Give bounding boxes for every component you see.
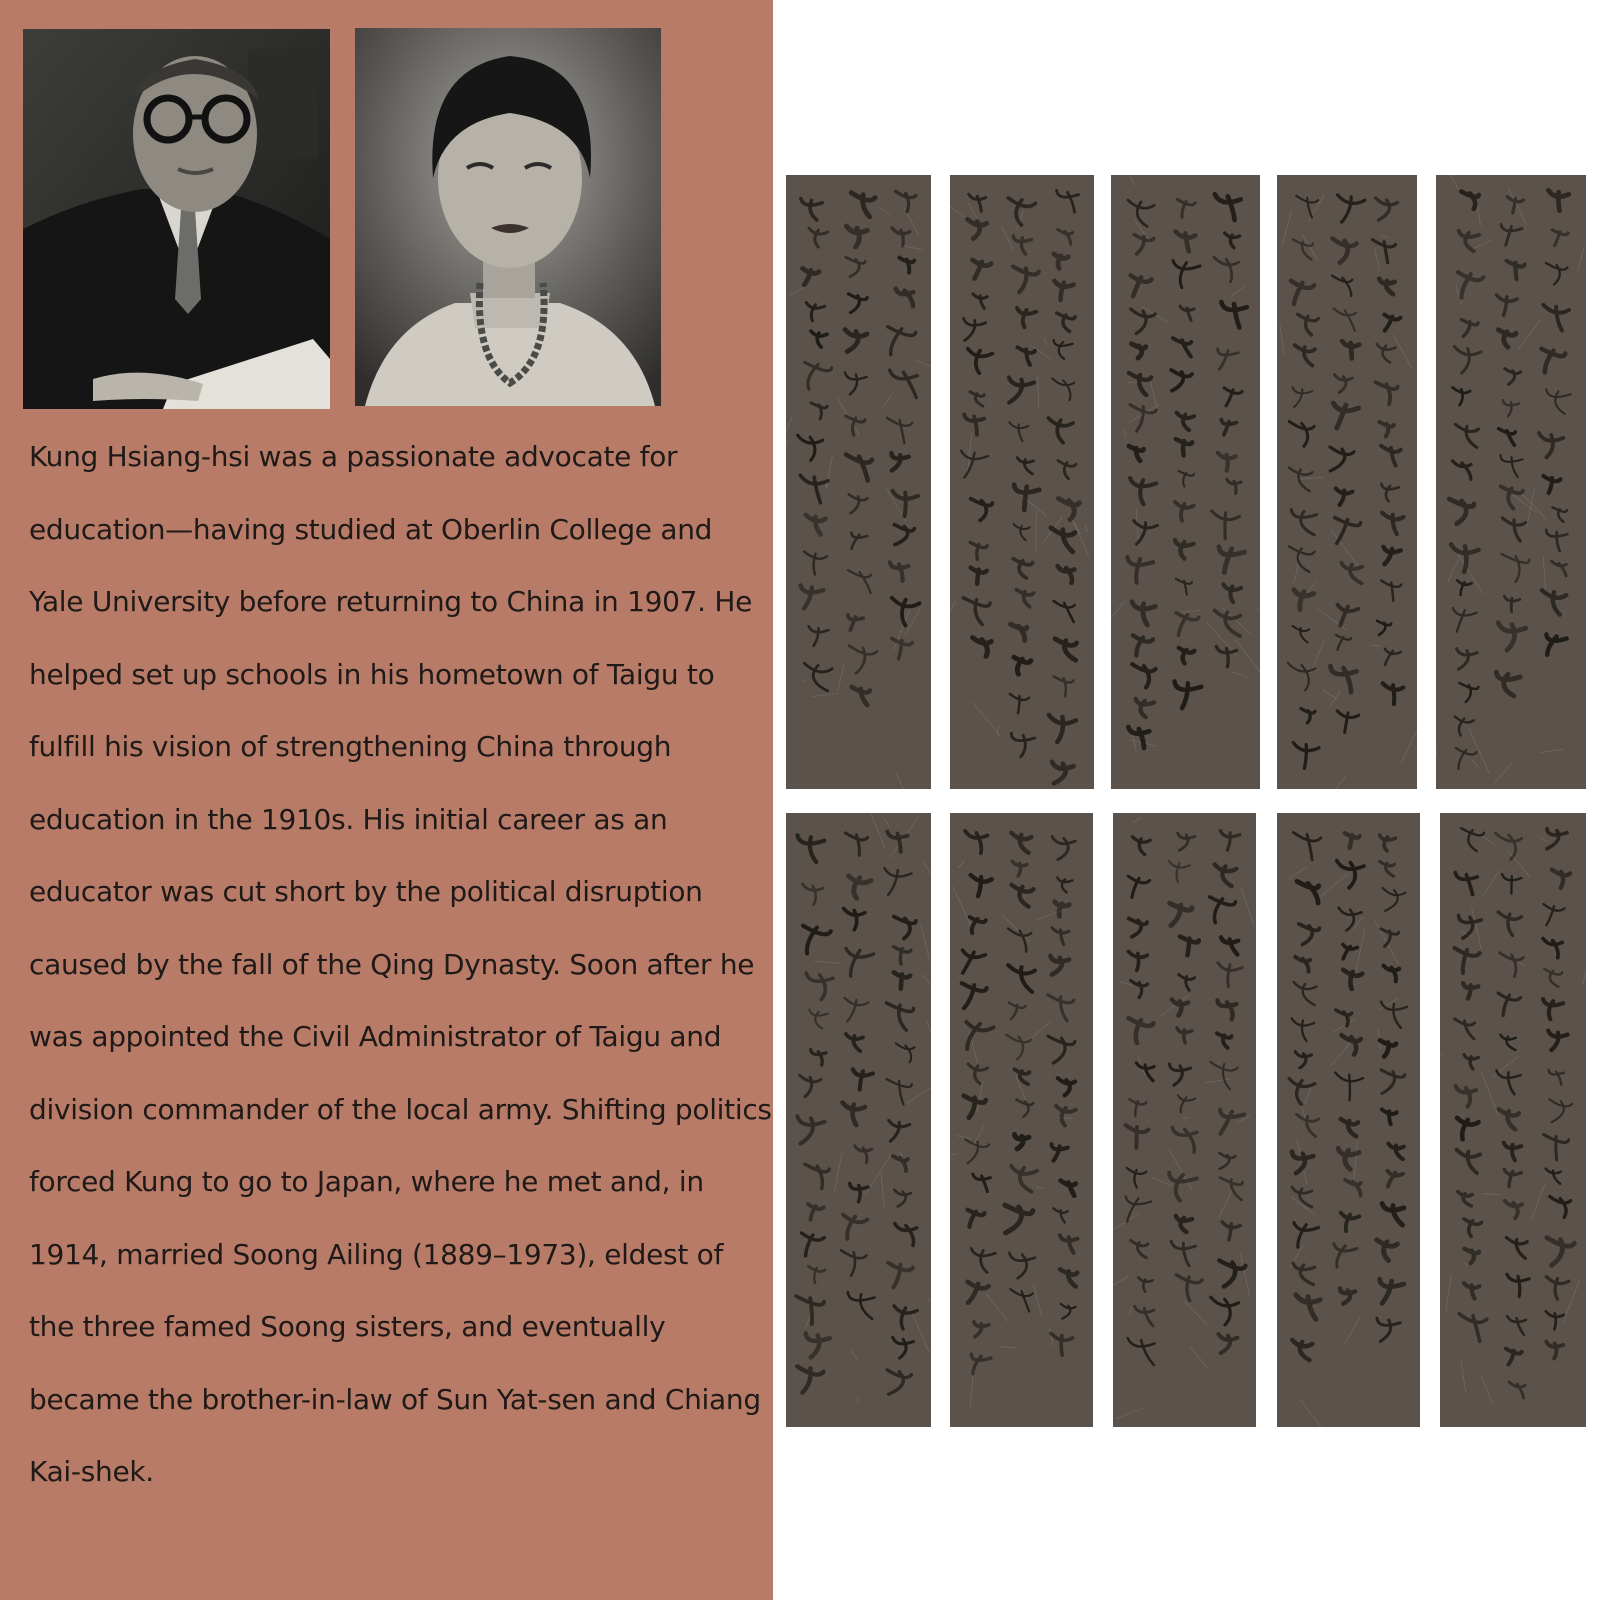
calligraphy-ink-strokes (950, 175, 1094, 789)
calligraphy-scroll-3 (1111, 175, 1260, 789)
calligraphy-scroll-1 (786, 175, 931, 789)
calligraphy-ink-strokes (1111, 175, 1260, 789)
calligraphy-ink-strokes (1277, 813, 1420, 1427)
calligraphy-ink-strokes (950, 813, 1093, 1427)
calligraphy-ink-strokes (1436, 175, 1586, 789)
calligraphy-ink-strokes (786, 175, 931, 789)
calligraphy-ink-strokes (786, 813, 931, 1427)
portrait-man-image (23, 29, 330, 409)
calligraphy-scroll-10 (1440, 813, 1586, 1427)
calligraphy-scroll-5 (1436, 175, 1586, 789)
calligraphy-ink-strokes (1277, 175, 1417, 789)
calligraphy-scroll-9 (1277, 813, 1420, 1427)
calligraphy-scroll-4 (1277, 175, 1417, 789)
calligraphy-ink-strokes (1113, 813, 1256, 1427)
bio-panel (0, 0, 773, 1600)
calligraphy-scroll-7 (950, 813, 1093, 1427)
portrait-photo-man (23, 29, 330, 409)
biography-text: Kung Hsiang-hsi was a passionate advocate for education—having studied at Oberlin College and Yale University before returning to China in 1907. He helped set up schools in his hometown of Taigu to fulfill his vision of strengthening China through education in the 1910s. His initial career as an educator was cut short by the political disruption caused by the fall of the Qing Dynasty. Soon after he was appointed the Civil Administrator of Taigu and division commander of the local army. Shifting politics forced Kung to go to Japan, where he met and, in 1914, married Soong Ailing (1889–1973), eldest of the three famed Soong sisters, and eventually became the brother-in-law of Sun Yat-sen and Chiang Kai-shek. (29, 440, 772, 1488)
portrait-woman-image (355, 28, 661, 406)
calligraphy-scroll-8 (1113, 813, 1256, 1427)
calligraphy-scroll-6 (786, 813, 931, 1427)
portrait-photo-woman (355, 28, 661, 406)
calligraphy-ink-strokes (1440, 813, 1586, 1427)
calligraphy-scroll-2 (950, 175, 1094, 789)
